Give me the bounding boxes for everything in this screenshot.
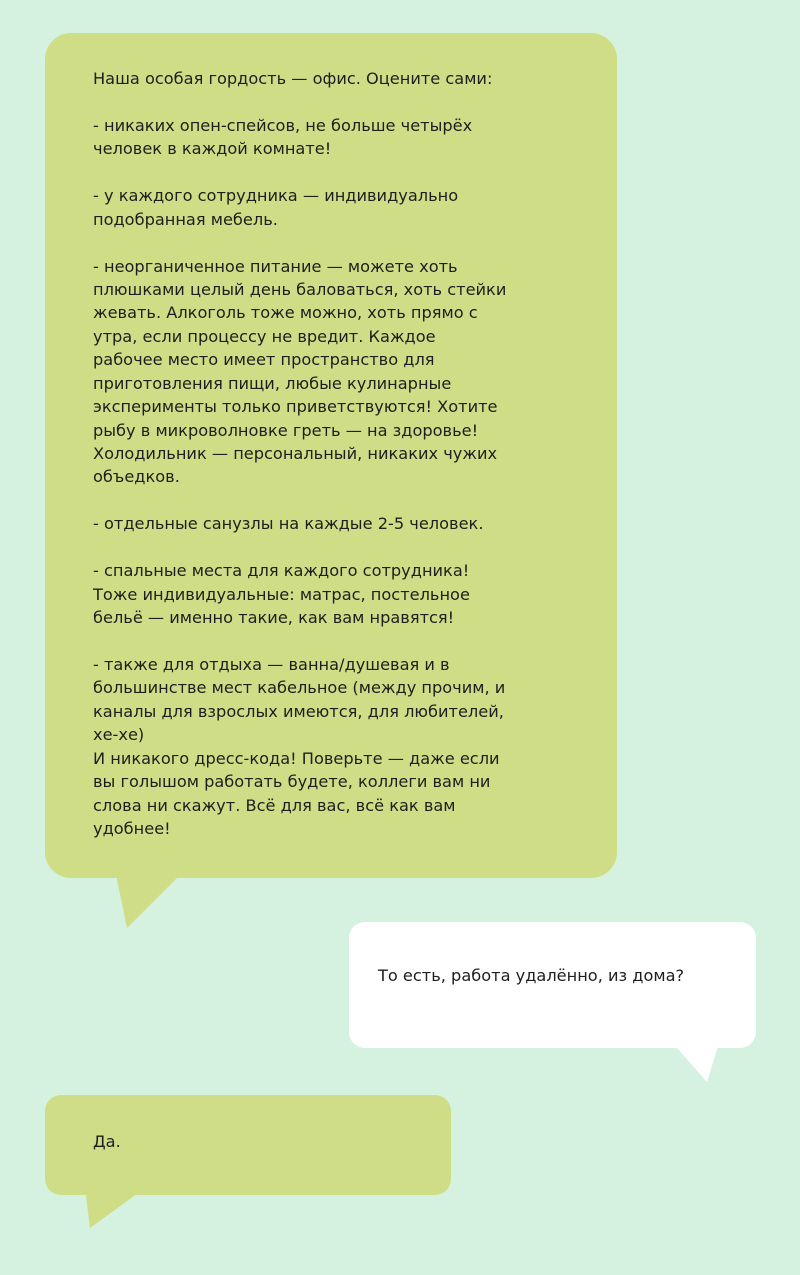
message-line: - неорганиченное питание — можете хоть (93, 256, 458, 276)
message-line: каналы для взрослых имеются, для любителей, (93, 701, 504, 721)
blank-line (93, 90, 506, 113)
message-line: рабочее место имеет пространство для (93, 350, 435, 370)
message-line: - никаких опен-спейсов, не больше четырёх (93, 115, 473, 135)
message-bubble-question (349, 922, 756, 1048)
message-line: приготовления пищи, любые кулинарные (93, 373, 452, 393)
message-line: - спальные места для каждого сотрудника! (93, 561, 470, 581)
blank-line (93, 536, 506, 559)
message-line: - также для отдыха — ванна/душевая и в (93, 654, 450, 674)
bubble-tail (110, 870, 190, 932)
message-line: подобранная мебель. (93, 209, 278, 229)
message-line: И никакого дресс-кода! Поверьте — даже если (93, 748, 500, 768)
blank-line (93, 630, 506, 653)
bubble-tail (665, 1040, 725, 1085)
message-line: жевать. Алкоголь тоже можно, хоть прямо с (93, 303, 478, 323)
blank-line (93, 231, 506, 254)
message-line: хе-хе) (93, 725, 145, 745)
message-line: эксперименты только приветствуются! Хотите (93, 397, 498, 417)
message-line: объедков. (93, 467, 180, 487)
message-line: человек в каждой комнате! (93, 139, 332, 159)
blank-line (93, 161, 506, 184)
message-line: большинстве мест кабельное (между прочим, и (93, 678, 506, 698)
message-line: Холодильник — персональный, никаких чужих (93, 444, 498, 463)
message-line: - отдельные санузлы на каждые 2-5 человек. (93, 514, 484, 534)
message-line: слова ни скажут. Всё для вас, всё как вам (93, 795, 456, 815)
message-bubble-office (45, 33, 617, 878)
message-line: Наша особая гордость — офис. Оцените сами: (93, 69, 493, 88)
message-line: вы голышом работать будете, коллеги вам ни (93, 772, 491, 792)
message-line: удобнее! (93, 819, 171, 838)
message-line: плюшками целый день баловаться, хоть стейки (93, 279, 507, 299)
message-line: бельё — именно такие, как вам нравятся! (93, 608, 455, 628)
blank-line (93, 489, 506, 512)
message-bubble-answer (45, 1095, 451, 1195)
message-text (93, 67, 506, 840)
message-line: рыбу в микроволновке греть — на здоровье! (93, 420, 479, 440)
bubble-tail (80, 1188, 150, 1233)
message-text: То есть, работа удалённо, из дома? (378, 966, 685, 985)
message-line: утра, если процессу не вредит. Каждое (93, 326, 436, 346)
message-line: - у каждого сотрудника — индивидуально (93, 186, 459, 206)
message-text: Да. (93, 1132, 121, 1151)
message-line: Тоже индивидуальные: матрас, постельное (93, 584, 470, 604)
